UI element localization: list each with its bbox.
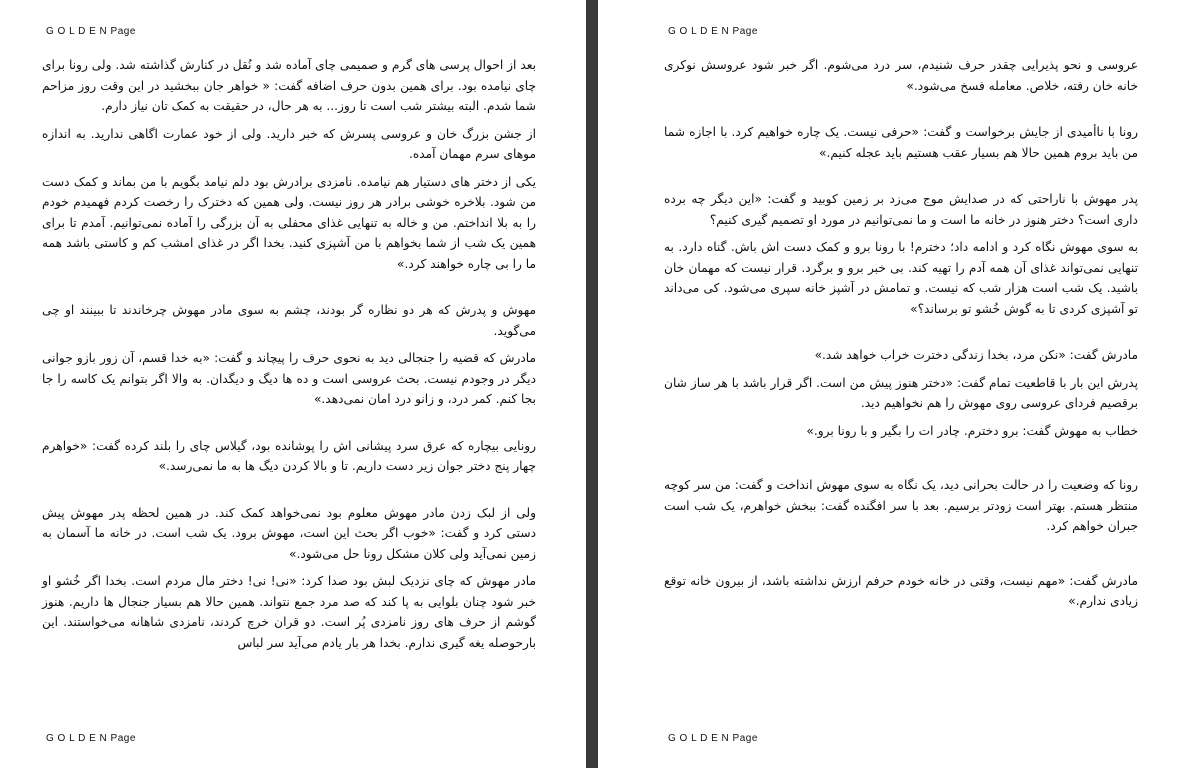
paragraph: مادرش گفت: «نکن مرد، بخدا زندگی دخترت خراب خواهد شد.»	[814, 348, 1138, 362]
paragraph: مهوش و پدرش که هر دو نظاره گر بودند، چشم به سوی مادر مهوش چرخاندند تا ببینند او چی می‌گوید.	[42, 303, 536, 338]
right-page-body	[664, 55, 1138, 619]
paragraph: رونا با ناأمیدی از جایش برخواست و گفت: «حرفی نیست. یک چاره خواهیم کرد. با اجازه شما من باید بروم همین حالا هم بسیار عقب هستیم باید عجله کنیم.»	[664, 125, 1138, 160]
paragraph: رونا که وضعیت را در حالت بحرانی دید، یک نگاه به سوی مهوش انداخت و گفت: من سر کوچه منتظر هستم. بهتر است زودتر برسیم. بعد با سر افگنده گفت: ببخش خواهرم، یک شب است جبران خواهم کرد.	[664, 478, 1138, 533]
page-gutter	[586, 0, 598, 768]
paragraph: پدر مهوش با ناراحتی که در صدایش موج می‌زد بر زمین کوبید و گفت: «این دیگر چه برده داری است؟ دختر هنوز در خانه ما است و ما نمی‌توانیم در مورد او تصمیم گیری کنیم؟	[664, 192, 1138, 227]
left-page	[0, 0, 586, 768]
paragraph: به سوی مهوش نگاه کرد و ادامه داد؛ دخترم! با رونا برو و کمک دست اش باش. گناه دارد. به تنهایی نمی‌تواند غذای آن همه آدم را تهیه کند. بی خبر برو و برگرد. قرار نیست که مهمان خان باشید. یک شب است هزار شب که نیست. و تمامش در آشپز خانه سپری می‌شود. کی می‌داند تو آشپزی کردی تا به گوش خُشو تو برساند؟»	[664, 240, 1138, 316]
right-page-header: G O L D E N Page	[668, 26, 758, 37]
paragraph: مادرش که قضیه را جنجالی دید به نحوی حرف را پیچاند و گفت: «به خدا قسم، آن زور بازو جوانی دیگر در وجودم نیست. بحث عروسی است و ده ها دیگ و دیگدان. به والا اگر بتوانم یک کاسه را جا بجا کنم. کمر درد، و زانو درد امان نمی‌دهد.»	[42, 351, 536, 406]
right-page-footer: G O L D E N Page	[668, 733, 758, 744]
paragraph: رونایی بیچاره که عرق سرد پیشانی اش را پوشانده بود، گیلاس چای را بلند کرده گفت: «خواهرم چهار پنج دختر جوان زیر دست داریم. تا و بالا کردن دیگ ها به ما نمی‌رسد.»	[42, 438, 536, 473]
paragraph: یکی از دختر های دستیار هم نیامده. نامزدی برادرش بود دلم نیامد بگویم با من بماند و کمک دست من شود. بلاخره خوشی برادر هر روز نیست. ولی همین که دخترک را رخصت کردم فهمیدم خودم را به بلا انداختم. من و خاله به تنهایی غذای محفلی به آن بزرگی را آماده نمی‌توانیم. آمدم تا برای همین یک شب از شما بخواهم با من آشپزی کنید. بخدا اگر در غذای امشب کم و کاستی باشد همه ما را بی چاره خواهند کرد.»	[42, 174, 536, 271]
right-page	[598, 0, 1189, 768]
left-page-header: G O L D E N Page	[46, 26, 136, 37]
left-page-body	[42, 55, 536, 660]
paragraph: مادرش گفت: «مهم نیست، وقتی در خانه خودم حرفم ارزش نداشته باشد، از بیرون خانه توقع زیادی ندارم.»	[664, 573, 1138, 608]
left-page-footer: G O L D E N Page	[46, 733, 136, 744]
paragraph: عروسی و نحو پذیرایی چقدر حرف شنیدم، سر درد می‌شوم. اگر خبر شود عروسش نوکری خانه خان رفته، خلاص. معامله فسخ می‌شود.»	[664, 58, 1138, 93]
paragraph: از جشن بزرگ خان و عروسی پسرش که خبر دارید. ولی از خود عمارت اگاهی ندارید. به اندازه موهای سرم مهمان آمده.	[42, 126, 536, 161]
paragraph: بعد از احوال پرسی های گرم و صمیمی چای آماده شد و نُقل در کنارش گذاشته شد. ولی رونا برای چای نیامده بود. برای همین بدون حرف اضافه گفت: « خواهر جان ببخشید در این وقت روز مزاحم شما شدم. البته بیشتر شب است تا روز... به هر حال، در حقیقت به کمک تان نیاز دارم.	[42, 58, 536, 113]
paragraph: مادر مهوش که چای نزدیک لبش بود صدا کرد: «نی! نی! دختر مال مردم است. بخدا اگر خُشو او خبر شود چنان بلوایی به پا کند که صد مرد جمع نتواند. همین حالا هم بسیار جنجال ها داریم. هنوز گوشم از حرف های روز نامزدی پُر است. دو قران خرچ کردند، نامزدی شاهانه می‌خواستند. این بارحوصله یغه گیری ندارم. بخدا هر بار یادم می‌آید سر لباس	[42, 574, 536, 650]
paragraph: خطاب به مهوش گفت: برو دخترم. چادر ات را بگیر و با رونا برو.»	[806, 423, 1138, 438]
paragraph: پدرش این بار با قاطعیت تمام گفت: «دختر هنوز پیش من است. اگر قرار باشد با هر ساز شان برقصیم فردای عروسی روی مهوش را هم نخواهیم دید.	[664, 375, 1138, 410]
paragraph: ولی از لبک زدن مادر مهوش معلوم بود نمی‌خواهد کمک کند. در همین لحظه پدر مهوش پیش دستی کرد و گفت: «خوب اگر بحث این است، مهوش برود. یک شب است. در خانه ما آسمان به زمین نمی‌آید ولی کلان مشکل رونا حل می‌شود.»	[42, 505, 536, 561]
